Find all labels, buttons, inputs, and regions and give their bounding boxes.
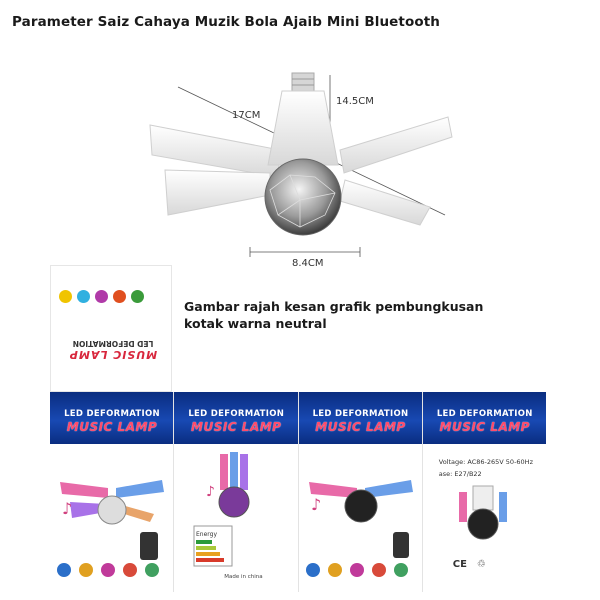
- panel-name: MUSIC LAMP: [439, 420, 530, 434]
- folded-lamp-image: [174, 444, 297, 592]
- panel-brand: LED DEFORMATION: [64, 409, 160, 419]
- width-dimension-label: 17CM: [232, 110, 261, 121]
- packaging-caption: [184, 298, 514, 332]
- flipped-brand: LED DEFORMATION: [72, 339, 154, 348]
- voltage-text: Voltage: AC86-265V 50-60Hz: [438, 458, 533, 466]
- caption-line-2: kotak warna neutral: [184, 316, 327, 331]
- recycle-icon: ♲: [476, 559, 486, 570]
- panel-name: MUSIC LAMP: [191, 420, 282, 434]
- panel-name: MUSIC LAMP: [66, 420, 158, 434]
- box-panel: [50, 392, 173, 592]
- box-panel: [422, 392, 546, 592]
- lamp-dark-image: [299, 444, 422, 592]
- panel-band: [174, 392, 297, 444]
- energy-label-text: Energy: [196, 531, 218, 538]
- made-in-text: Made in china: [224, 574, 263, 580]
- panel-band: [299, 392, 422, 444]
- caption-line-1: Gambar rajah kesan grafik pembungkusan: [184, 299, 484, 314]
- panel-name: MUSIC LAMP: [315, 420, 406, 434]
- page-title: Parameter Saiz Cahaya Muzik Bola Ajaib Mini Bluetooth: [12, 14, 440, 30]
- bulb-icon: [59, 290, 72, 303]
- lamp-illustration: [130, 55, 470, 265]
- feature-icons-row: [59, 290, 144, 303]
- box-panel: [173, 392, 297, 592]
- height-dimension-label: 14.5CM: [336, 96, 374, 107]
- base-type-text: ase: E27/B22: [438, 470, 482, 478]
- panel-band: [423, 392, 546, 444]
- flipped-lamp-text: [61, 339, 165, 361]
- panel-brand: LED DEFORMATION: [436, 409, 533, 419]
- base-dimension-label: 8.4CM: [292, 258, 324, 269]
- lamp-folded-image: [423, 482, 546, 562]
- music-icon: [113, 290, 126, 303]
- panel-brand: LED DEFORMATION: [312, 409, 409, 419]
- certification-row: [453, 559, 486, 570]
- svg-text:♪: ♪: [310, 495, 321, 514]
- panel-brand: LED DEFORMATION: [188, 409, 285, 419]
- packaging-panels: [50, 392, 546, 592]
- rgb-icon: [77, 290, 90, 303]
- color-wheel-icon: [95, 290, 108, 303]
- lamp-rainbow-image: [50, 444, 173, 592]
- svg-text:♪: ♪: [206, 484, 216, 500]
- flipped-name: MUSIC LAMP: [68, 348, 158, 361]
- panel-band: [50, 392, 173, 444]
- svg-text:♪: ♪: [62, 499, 73, 518]
- ce-mark: CE: [452, 559, 467, 570]
- packaging-top-panel: [50, 265, 172, 392]
- bluetooth-icon: [131, 290, 144, 303]
- box-panel: [298, 392, 422, 592]
